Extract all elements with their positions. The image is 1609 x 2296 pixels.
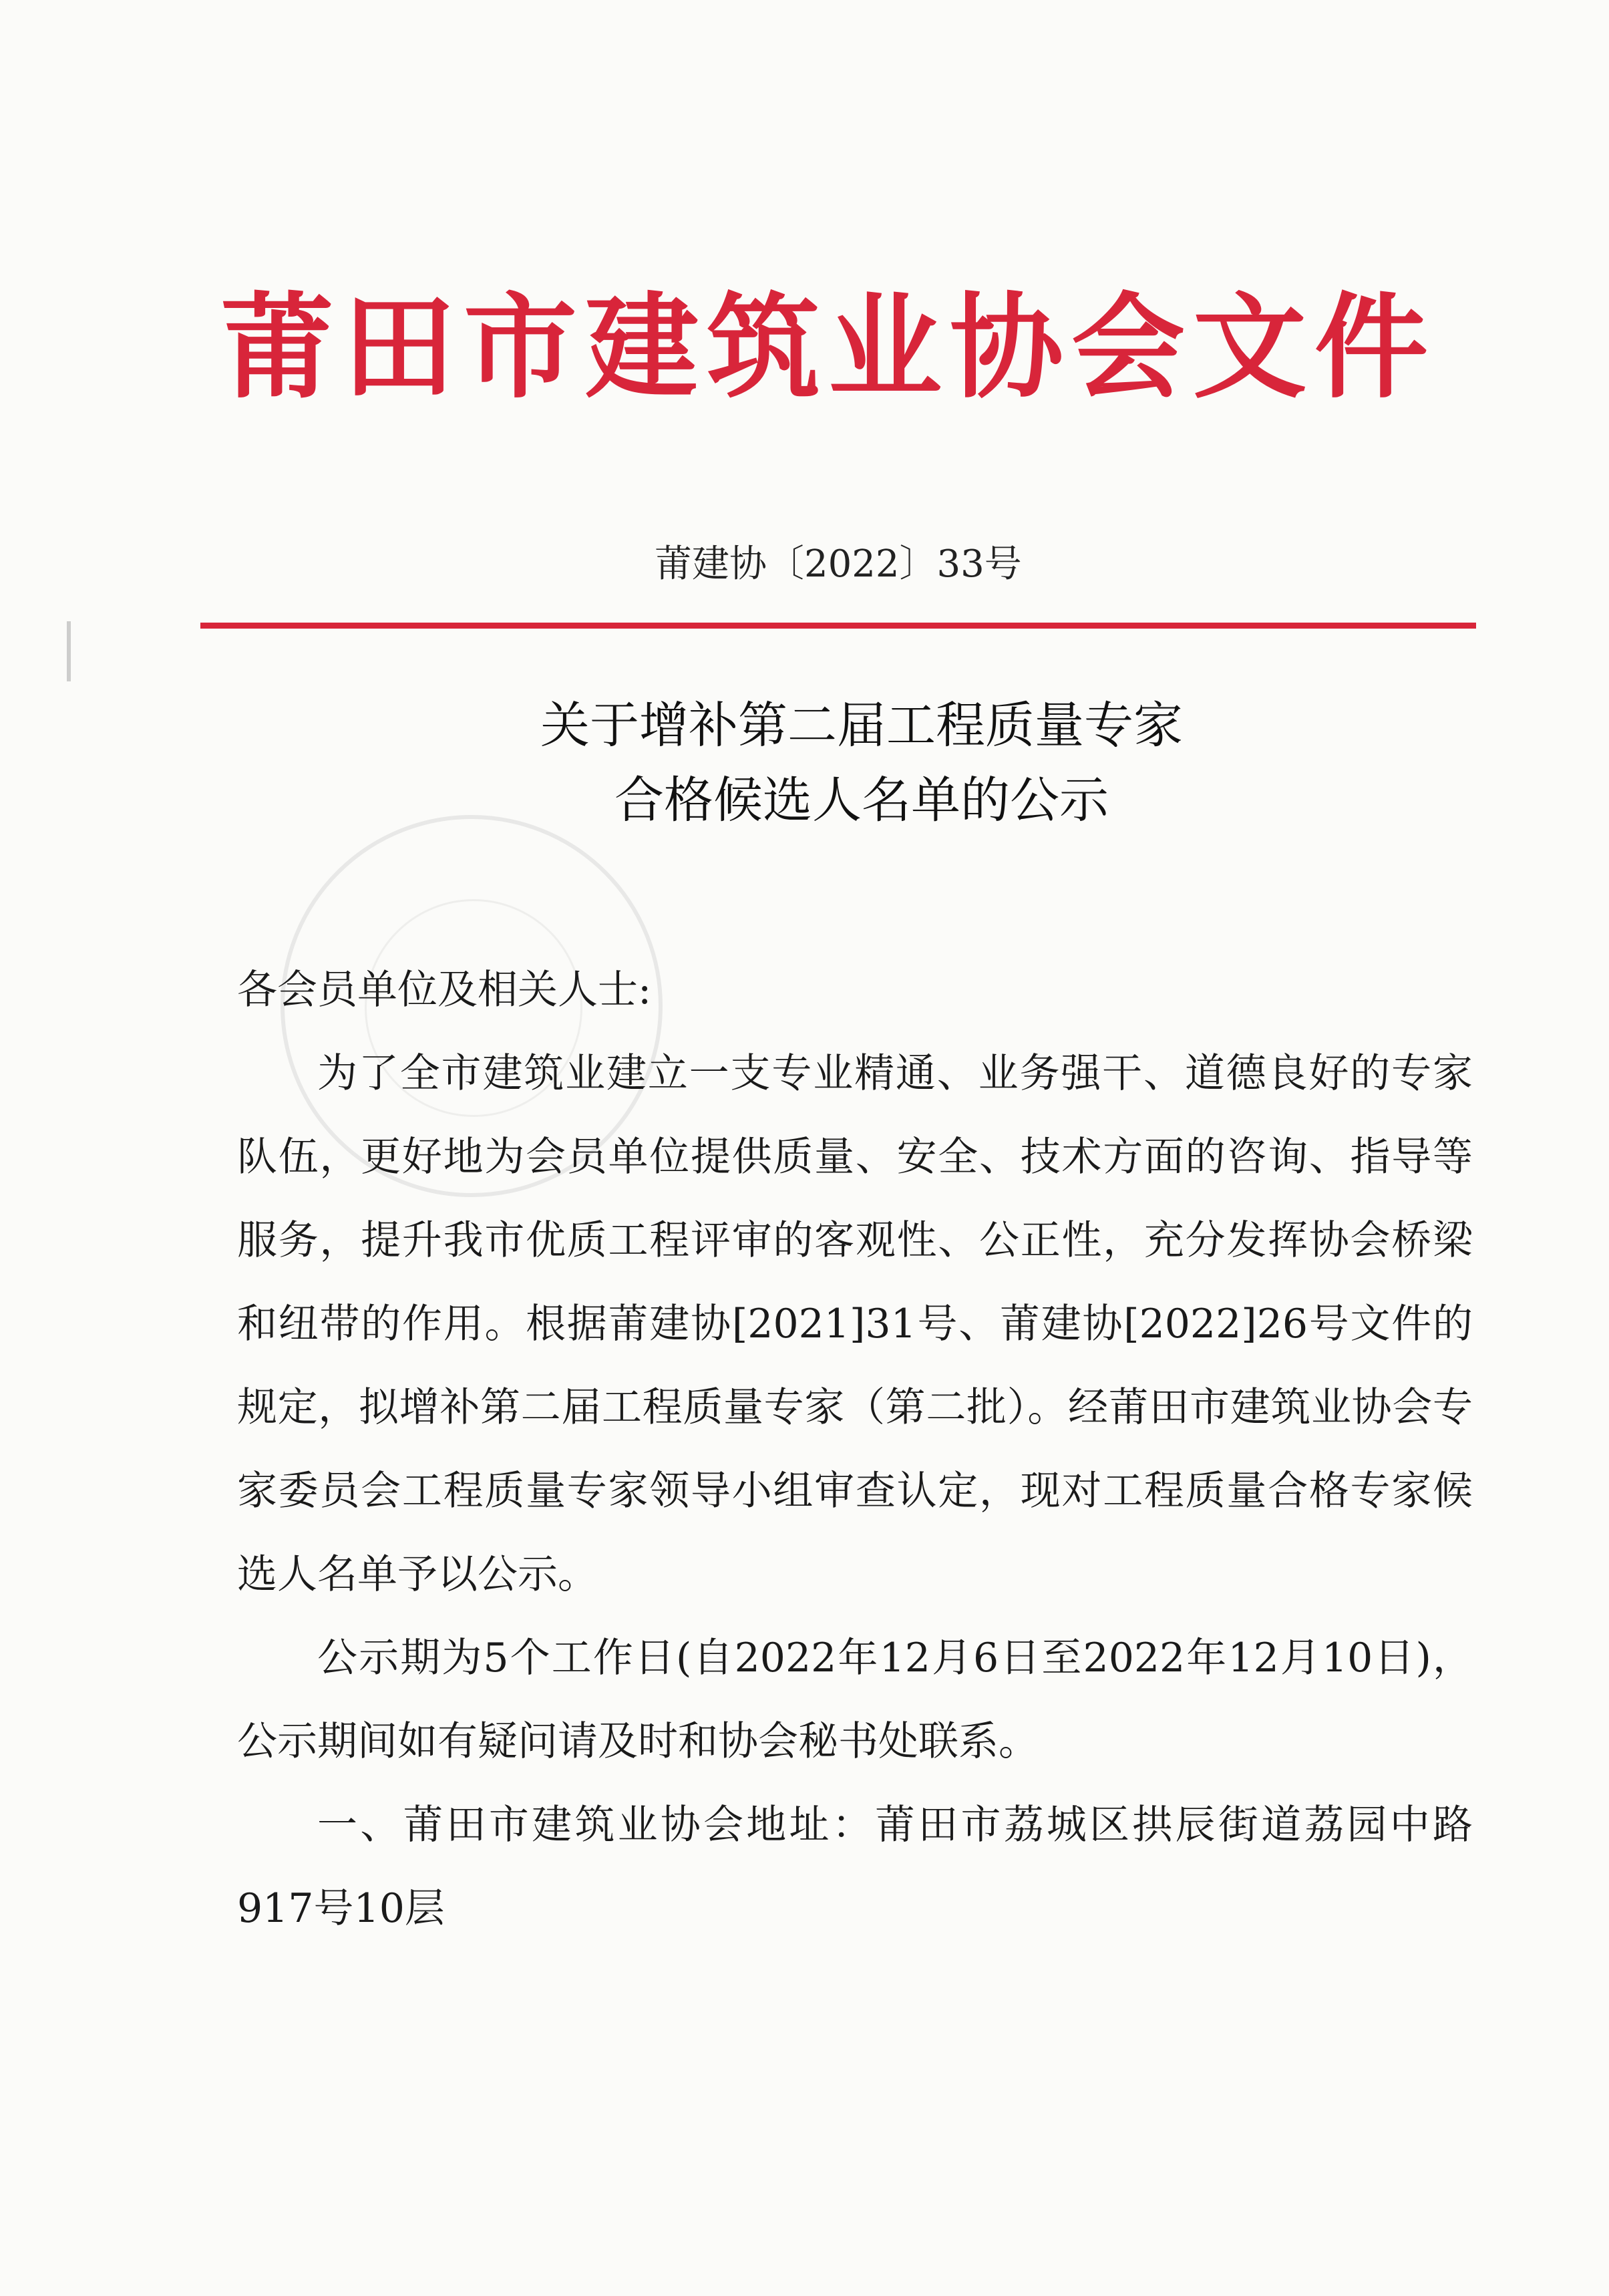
notice-body <box>237 949 1473 1951</box>
notice-title-line-1: 关于增补第二届工程质量专家 <box>540 697 1183 754</box>
paragraph-address: 一、莆田市建筑业协会地址：莆田市荔城区拱辰街道荔园中路917号10层 <box>237 1802 1473 1932</box>
org-header-title: 莆田市建筑业协会文件 <box>220 281 1437 414</box>
salutation: 各会员单位及相关人士: <box>237 967 652 1013</box>
header-divider-line <box>200 623 1476 629</box>
scan-artifact-mark <box>67 621 71 681</box>
notice-title <box>334 688 1389 838</box>
paragraph-purpose: 为了全市建筑业建立一支专业精通、业务强干、道德良好的专家队伍，更好地为会员单位提供质量、安全、技术方面的咨询、指导等服务，提升我市优质工程评审的客观性、公正性，充分发挥协会桥梁和纽带的作用。根据莆建协[2021]31号、莆建协[2022]26号文件的规定，拟增补第二届工程质量专家（第二批）。经莆田市建筑业协会专家委员会工程质量专家领导小组审查认定，现对工程质量合格专家候选人名单予以公示。 <box>237 1050 1473 1598</box>
document-number: 莆建协〔2022〕33号 <box>655 542 1022 586</box>
paragraph-publicity-period: 公示期为5个工作日(自2022年12月6日至2022年12月10日)，公示期间如有疑问请及时和协会秘书处联系。 <box>237 1635 1473 1765</box>
notice-title-line-2: 合格候选人名单的公示 <box>614 772 1109 829</box>
